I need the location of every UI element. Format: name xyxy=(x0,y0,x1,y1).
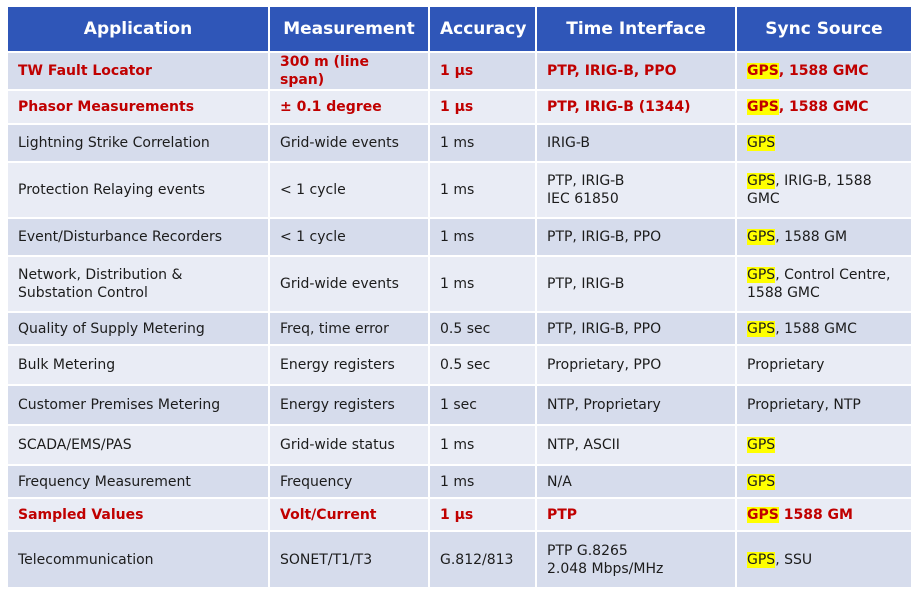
measurement-cell-text: Grid-wide events xyxy=(280,276,399,292)
header-application: Application xyxy=(7,6,269,52)
time-interface-cell xyxy=(536,312,736,345)
accuracy-cell-text: 1 µs xyxy=(440,99,474,115)
sync-source-cell xyxy=(736,90,912,124)
time-interface-cell-text: PTP, IRIG-B IEC 61850 xyxy=(547,173,625,207)
sync-source-text: , SSU xyxy=(775,551,813,568)
sync-source-text: , 1588 GMC xyxy=(778,63,869,79)
measurement-cell-text: ± 0.1 degree xyxy=(280,99,382,115)
sync-source-text: 1588 GM xyxy=(778,506,853,523)
application-cell xyxy=(7,498,269,531)
measurement-cell xyxy=(269,345,429,385)
header-accuracy: Accuracy xyxy=(429,6,536,52)
accuracy-cell xyxy=(429,385,536,425)
measurement-cell xyxy=(269,531,429,588)
application-cell-text: Phasor Measurements xyxy=(18,99,195,115)
sync-source-cell xyxy=(736,531,912,588)
application-cell xyxy=(7,256,269,312)
table-row xyxy=(7,385,912,425)
measurement-cell xyxy=(269,425,429,465)
time-interface-cell xyxy=(536,162,736,218)
time-interface-cell-text: PTP xyxy=(547,506,578,523)
application-cell xyxy=(7,90,269,124)
time-interface-cell-text: Proprietary, PPO xyxy=(547,357,662,373)
application-cell-text: Quality of Supply Metering xyxy=(18,320,205,337)
application-cell-text: Bulk Metering xyxy=(18,357,116,373)
header-measurement: Measurement xyxy=(269,6,429,52)
accuracy-cell xyxy=(429,498,536,531)
accuracy-cell-text: 1 µs xyxy=(440,63,474,79)
accuracy-cell-text: 1 sec xyxy=(440,397,477,413)
gps-highlight: GPS xyxy=(747,99,779,115)
measurement-cell-text: Energy registers xyxy=(280,357,395,373)
sync-source-cell xyxy=(736,124,912,162)
gps-highlight: GPS xyxy=(747,551,776,568)
measurement-cell xyxy=(269,162,429,218)
application-cell xyxy=(7,52,269,90)
sync-requirements-table xyxy=(6,5,913,589)
sync-source-text: , IRIG-B, 1588 GMC xyxy=(747,173,872,207)
sync-source-text: , 1588 GM xyxy=(775,229,848,245)
time-interface-cell xyxy=(536,124,736,162)
time-interface-cell-text: N/A xyxy=(547,473,572,490)
table-row xyxy=(7,345,912,385)
sync-source-cell xyxy=(736,256,912,312)
time-interface-cell-text: PTP G.8265 2.048 Mbps/MHz xyxy=(547,542,664,577)
accuracy-cell-text: 1 ms xyxy=(440,437,475,453)
measurement-cell-text: Freq, time error xyxy=(280,320,389,337)
accuracy-cell xyxy=(429,345,536,385)
measurement-cell xyxy=(269,256,429,312)
table-row xyxy=(7,256,912,312)
accuracy-cell xyxy=(429,312,536,345)
accuracy-cell-text: 1 ms xyxy=(440,135,475,151)
measurement-cell-text: < 1 cycle xyxy=(280,182,346,198)
application-cell-text: Customer Premises Metering xyxy=(18,397,221,413)
accuracy-cell xyxy=(429,256,536,312)
time-interface-cell xyxy=(536,498,736,531)
table-row xyxy=(7,425,912,465)
time-interface-cell xyxy=(536,385,736,425)
table-row xyxy=(7,124,912,162)
accuracy-cell-text: 1 µs xyxy=(440,506,474,523)
application-cell xyxy=(7,218,269,256)
sync-source-text: Proprietary, NTP xyxy=(747,397,861,413)
sync-source-cell xyxy=(736,345,912,385)
gps-highlight: GPS xyxy=(747,63,779,79)
table-row xyxy=(7,52,912,90)
sync-source-text: , 1588 GMC xyxy=(778,99,869,115)
sync-source-cell xyxy=(736,162,912,218)
sync-source-cell xyxy=(736,498,912,531)
time-interface-cell-text: PTP, IRIG-B (1344) xyxy=(547,99,691,115)
sync-source-cell xyxy=(736,312,912,345)
time-interface-cell xyxy=(536,90,736,124)
measurement-cell-text: Grid-wide events xyxy=(280,135,399,151)
application-cell xyxy=(7,425,269,465)
sync-source-cell xyxy=(736,385,912,425)
accuracy-cell-text: 1 ms xyxy=(440,473,475,490)
table-row xyxy=(7,498,912,531)
accuracy-cell-text: 0.5 sec xyxy=(440,320,491,337)
accuracy-cell-text: 1 ms xyxy=(440,182,475,198)
sync-source-cell xyxy=(736,425,912,465)
measurement-cell xyxy=(269,90,429,124)
time-interface-cell xyxy=(536,531,736,588)
measurement-cell-text: Volt/Current xyxy=(280,506,377,523)
table-row xyxy=(7,312,912,345)
sync-source-cell xyxy=(736,52,912,90)
time-interface-cell-text: PTP, IRIG-B, PPO xyxy=(547,320,662,337)
application-cell xyxy=(7,465,269,498)
gps-highlight: GPS xyxy=(747,267,776,283)
application-cell xyxy=(7,385,269,425)
application-cell-text: Lightning Strike Correlation xyxy=(18,135,210,151)
measurement-cell xyxy=(269,498,429,531)
application-cell-text: Telecommunication xyxy=(18,551,154,568)
time-interface-cell xyxy=(536,218,736,256)
accuracy-cell xyxy=(429,90,536,124)
time-interface-cell xyxy=(536,425,736,465)
accuracy-cell xyxy=(429,162,536,218)
time-interface-cell-text: NTP, ASCII xyxy=(547,437,620,453)
time-interface-cell xyxy=(536,256,736,312)
gps-highlight: GPS xyxy=(747,437,776,453)
gps-highlight: GPS xyxy=(747,473,776,490)
table-row xyxy=(7,162,912,218)
measurement-cell xyxy=(269,52,429,90)
measurement-cell-text: Grid-wide status xyxy=(280,437,395,453)
time-interface-cell xyxy=(536,52,736,90)
sync-source-cell xyxy=(736,218,912,256)
gps-highlight: GPS xyxy=(747,135,776,151)
accuracy-cell xyxy=(429,124,536,162)
accuracy-cell xyxy=(429,531,536,588)
measurement-cell-text: SONET/T1/T3 xyxy=(280,551,373,568)
application-cell xyxy=(7,531,269,588)
application-cell xyxy=(7,345,269,385)
time-interface-cell-text: PTP, IRIG-B, PPO xyxy=(547,63,677,79)
table-row xyxy=(7,218,912,256)
application-cell xyxy=(7,312,269,345)
time-interface-cell xyxy=(536,345,736,385)
application-cell xyxy=(7,162,269,218)
application-cell xyxy=(7,124,269,162)
application-cell-text: TW Fault Locator xyxy=(18,63,152,79)
measurement-cell xyxy=(269,312,429,345)
accuracy-cell-text: G.812/813 xyxy=(440,551,514,568)
accuracy-cell-text: 0.5 sec xyxy=(440,357,491,373)
application-cell-text: Sampled Values xyxy=(18,506,144,523)
sync-source-text: Proprietary xyxy=(747,357,825,373)
table-row xyxy=(7,465,912,498)
measurement-cell-text: Frequency xyxy=(280,473,353,490)
gps-highlight: GPS xyxy=(747,229,776,245)
application-cell-text: Frequency Measurement xyxy=(18,473,191,490)
time-interface-cell-text: PTP, IRIG-B, PPO xyxy=(547,229,662,245)
application-cell-text: SCADA/EMS/PAS xyxy=(18,437,132,453)
header-sync-source: Sync Source xyxy=(736,6,912,52)
sync-source-text: , Control Centre, 1588 GMC xyxy=(747,267,891,301)
measurement-cell xyxy=(269,385,429,425)
accuracy-cell xyxy=(429,218,536,256)
measurement-cell-text: 300 m (line span) xyxy=(280,54,370,88)
accuracy-cell xyxy=(429,465,536,498)
sync-source-text: , 1588 GMC xyxy=(775,320,857,337)
accuracy-cell-text: 1 ms xyxy=(440,229,475,245)
table-row xyxy=(7,531,912,588)
table-row xyxy=(7,90,912,124)
time-interface-cell xyxy=(536,465,736,498)
application-cell-text: Event/Disturbance Recorders xyxy=(18,229,223,245)
accuracy-cell xyxy=(429,425,536,465)
application-cell-text: Network, Distribution & Substation Control xyxy=(18,267,183,301)
gps-highlight: GPS xyxy=(747,173,776,189)
accuracy-cell-text: 1 ms xyxy=(440,276,475,292)
gps-highlight: GPS xyxy=(747,320,776,337)
accuracy-cell xyxy=(429,52,536,90)
measurement-cell xyxy=(269,124,429,162)
gps-highlight: GPS xyxy=(747,506,779,523)
time-interface-cell-text: IRIG-B xyxy=(547,135,590,151)
measurement-cell xyxy=(269,465,429,498)
time-interface-cell-text: NTP, Proprietary xyxy=(547,397,661,413)
measurement-cell xyxy=(269,218,429,256)
application-cell-text: Protection Relaying events xyxy=(18,182,206,198)
sync-source-cell xyxy=(736,465,912,498)
header-row xyxy=(7,6,912,52)
header-time-interface: Time Interface xyxy=(536,6,736,52)
measurement-cell-text: Energy registers xyxy=(280,397,395,413)
time-interface-cell-text: PTP, IRIG-B xyxy=(547,276,625,292)
measurement-cell-text: < 1 cycle xyxy=(280,229,346,245)
